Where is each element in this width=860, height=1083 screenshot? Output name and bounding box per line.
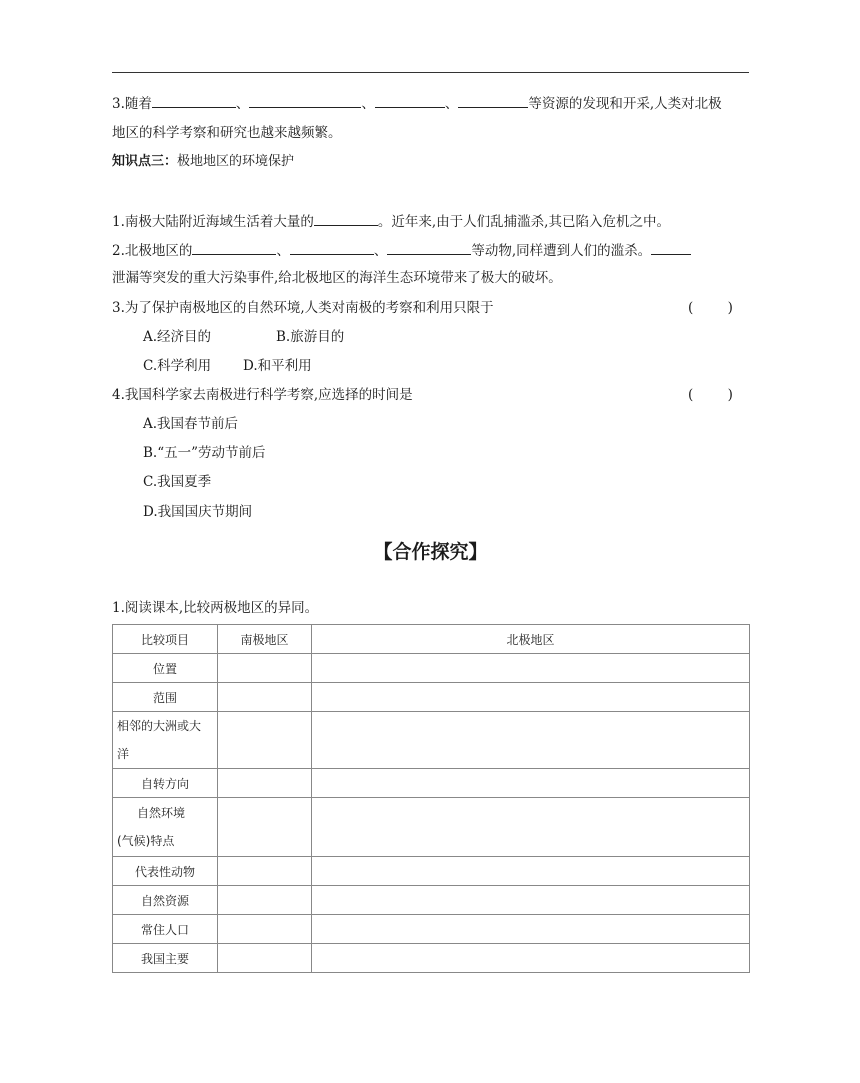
table-cell[interactable] — [312, 683, 750, 712]
header-arctic: 北极地区 — [312, 625, 750, 654]
item-1: 1.南极大陆附近海域生活着大量的 。近年来,由于人们乱捕滥杀,其已陷入危机之中。 — [112, 211, 670, 232]
comparison-table — [112, 624, 750, 973]
row-label: 自转方向 — [113, 769, 218, 798]
option-a[interactable]: A.我国春节前后 — [143, 416, 239, 432]
answer-blank[interactable] — [290, 240, 374, 255]
option-a[interactable]: A.经济目的 — [143, 329, 212, 345]
question-text: 等资源的发现和开采,人类对北极 — [528, 96, 722, 112]
table-cell[interactable] — [312, 769, 750, 798]
table-cell[interactable] — [312, 915, 750, 944]
row-label: 常住人口 — [113, 915, 218, 944]
option-c[interactable]: C.科学利用 — [143, 358, 212, 374]
table-row — [113, 944, 750, 973]
row-label: 相邻的大洲或大 洋 — [113, 712, 218, 769]
table-cell[interactable] — [218, 886, 312, 915]
answer-blank[interactable] — [387, 240, 471, 255]
row-label: 位置 — [113, 654, 218, 683]
option-b[interactable]: B.旅游目的 — [276, 329, 345, 345]
section-title: 【合作探究】 — [373, 541, 488, 563]
item-4: 4.我国科学家去南极进行科学考察,应选择的时间是 — [112, 387, 413, 403]
item-3: 3.为了保护南极地区的自然环境,人类对南极的考察和利用只限于 — [112, 300, 494, 316]
table-row — [113, 712, 750, 769]
knowledge-title: 极地地区的环境保护 — [177, 154, 295, 169]
answer-blank[interactable] — [458, 93, 528, 108]
row-label: 代表性动物 — [113, 857, 218, 886]
table-row — [113, 886, 750, 915]
table-cell[interactable] — [218, 712, 312, 769]
table-row — [113, 857, 750, 886]
option-c[interactable]: C.我国夏季 — [143, 474, 212, 490]
question-3-line2: 地区的科学考察和研究也越来越频繁。 — [112, 125, 342, 141]
table-cell[interactable] — [218, 857, 312, 886]
knowledge-label: 知识点三： — [112, 154, 178, 169]
option-d[interactable]: D.和平利用 — [243, 358, 312, 374]
option-d[interactable]: D.我国国庆节期间 — [143, 504, 253, 520]
row-label: 自然资源 — [113, 886, 218, 915]
question-text: 3.随着 — [112, 96, 152, 112]
item-2-line2: 泄漏等突发的重大污染事件,给北极地区的海洋生态环境带来了极大的破坏。 — [112, 270, 562, 286]
table-cell[interactable] — [218, 915, 312, 944]
answer-blank[interactable] — [651, 240, 691, 255]
row-label: 范围 — [113, 683, 218, 712]
table-cell[interactable] — [218, 654, 312, 683]
table-cell[interactable] — [312, 654, 750, 683]
table-cell[interactable] — [312, 857, 750, 886]
table-cell[interactable] — [218, 798, 312, 857]
option-b[interactable]: B.“五一”劳动节前后 — [143, 445, 266, 461]
table-cell[interactable] — [312, 798, 750, 857]
table-cell[interactable] — [218, 683, 312, 712]
answer-parentheses[interactable]: ( ) — [688, 300, 733, 316]
cooperate-question-1: 1.阅读课本,比较两极地区的异同。 — [112, 600, 319, 616]
table-header-row — [113, 625, 750, 654]
answer-blank[interactable] — [314, 211, 378, 226]
answer-blank[interactable] — [152, 93, 236, 108]
row-label: 自然环境 (气候)特点 — [113, 798, 218, 857]
question-3-resources: 3.随着 、 、 、 等资源的发现和开采,人类对北极 — [112, 93, 722, 114]
knowledge-point-heading — [112, 152, 294, 172]
answer-parentheses[interactable]: ( ) — [688, 387, 733, 403]
table-cell[interactable] — [312, 886, 750, 915]
header-antarctic: 南极地区 — [218, 625, 312, 654]
answer-blank[interactable] — [249, 93, 361, 108]
item-2: 2.北极地区的 、 、 等动物,同样遭到人们的滥杀。 — [112, 240, 691, 261]
top-divider — [112, 72, 749, 73]
table-cell[interactable] — [218, 769, 312, 798]
table-row — [113, 769, 750, 798]
table-cell[interactable] — [218, 944, 312, 973]
row-label: 我国主要 — [113, 944, 218, 973]
table-row — [113, 915, 750, 944]
table-row — [113, 798, 750, 857]
answer-blank[interactable] — [192, 240, 276, 255]
answer-blank[interactable] — [375, 93, 445, 108]
table-cell[interactable] — [312, 944, 750, 973]
header-compare-item: 比较项目 — [113, 625, 218, 654]
table-row — [113, 654, 750, 683]
table-cell[interactable] — [312, 712, 750, 769]
table-row — [113, 683, 750, 712]
